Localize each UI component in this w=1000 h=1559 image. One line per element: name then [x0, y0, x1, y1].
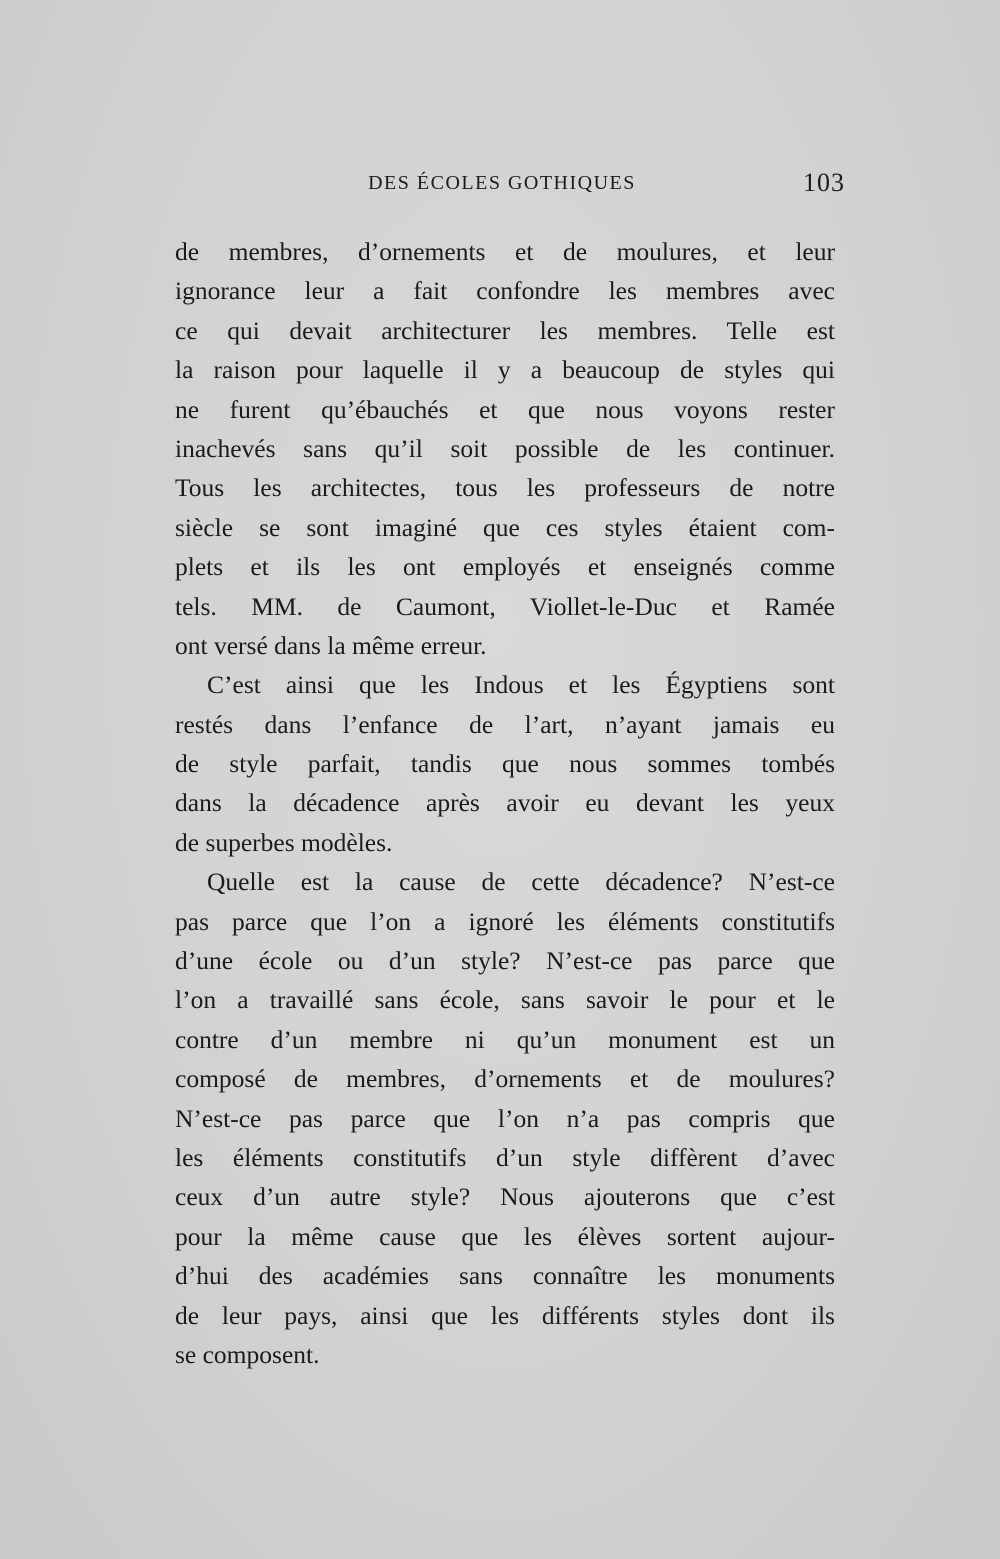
text-line: composé de membres, d’ornements et de moulures?: [175, 1064, 835, 1094]
text-line: se composent.: [175, 1339, 320, 1369]
text-line: contre d’un membre ni qu’un monument est un: [175, 1024, 835, 1054]
text-line: inachevés sans qu’il soit possible de les continuer.: [175, 433, 835, 463]
text-line: C’est ainsi que les Indous et les Égyptiens sont: [207, 670, 835, 700]
text-line: ignorance leur a fait confondre les membres avec: [175, 276, 835, 306]
text-line: plets et ils les ont employés et enseignés comme: [175, 552, 835, 582]
text-line: ce qui devait architecturer les membres. Telle est: [175, 315, 835, 345]
text-line: ceux d’un autre style? Nous ajouterons que c’est: [175, 1182, 835, 1212]
page-number: 103: [803, 168, 845, 197]
text-line: N’est-ce pas parce que l’on n’a pas compris que: [175, 1103, 835, 1133]
text-line: de style parfait, tandis que nous sommes tombés: [175, 749, 835, 779]
running-title: DES ÉCOLES GOTHIQUES: [368, 172, 636, 194]
text-line: pas parce que l’on a ignoré les éléments constitutifs: [175, 906, 835, 936]
text-line: restés dans l’enfance de l’art, n’ayant jamais eu: [175, 709, 835, 739]
text-line: Tous les architectes, tous les professeurs de notre: [175, 473, 835, 503]
text-line: de membres, d’ornements et de moulures, et leur: [175, 237, 835, 266]
text-line: d’hui des académies sans connaître les monuments: [175, 1261, 835, 1291]
body-text: [175, 232, 835, 1374]
text-line: dans la décadence après avoir eu devant les yeux: [175, 788, 835, 818]
text-line: de leur pays, ainsi que les différents styles dont ils: [175, 1300, 835, 1330]
text-line: pour la même cause que les élèves sortent aujour-: [175, 1221, 835, 1251]
text-line: tels. MM. de Caumont, Viollet-le-Duc et Ramée: [175, 591, 835, 621]
text-line: l’on a travaillé sans école, sans savoir le pour et le: [175, 985, 835, 1015]
text-line: ont versé dans la même erreur.: [175, 630, 487, 660]
text-line: ne furent qu’ébauchés et que nous voyons rester: [175, 394, 835, 424]
text-line: de superbes modèles.: [175, 827, 393, 857]
text-line: Quelle est la cause de cette décadence? N’est-ce: [207, 867, 835, 897]
text-line: les éléments constitutifs d’un style diffèrent d’avec: [175, 1142, 835, 1172]
text-line: d’une école ou d’un style? N’est-ce pas parce que: [175, 946, 835, 976]
text-line: siècle se sont imaginé que ces styles étaient com-: [175, 512, 835, 542]
running-head: [175, 168, 845, 202]
text-line: la raison pour laquelle il y a beaucoup de styles qui: [175, 355, 835, 385]
